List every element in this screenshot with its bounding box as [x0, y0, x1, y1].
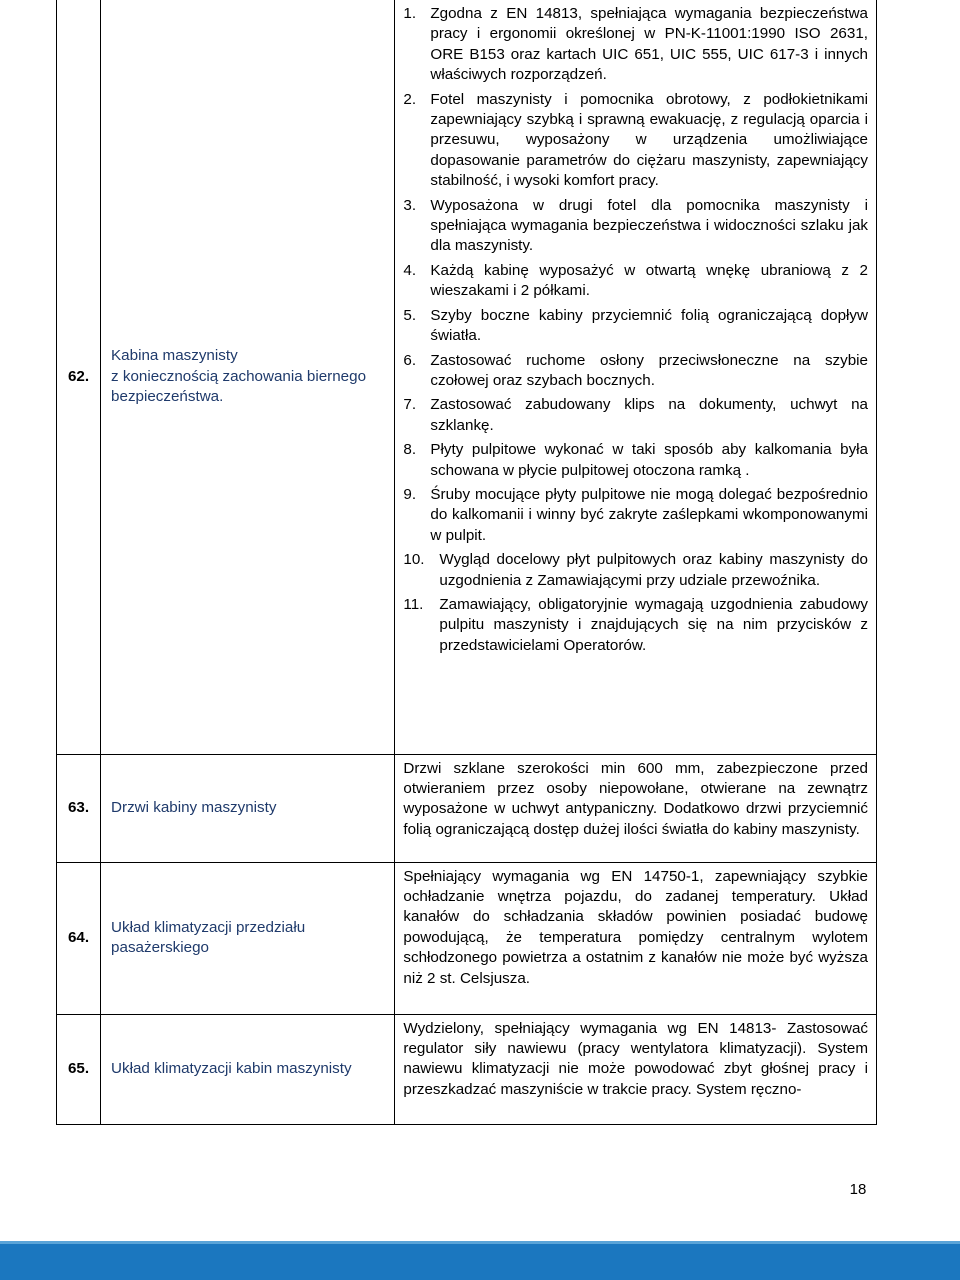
- item-number: 1.: [403, 5, 417, 22]
- item-number: 7.: [403, 396, 417, 414]
- row-number: 63.: [57, 754, 101, 862]
- list-item: [403, 485, 868, 546]
- row-name-line: Układ klimatyzacji kabin maszynisty: [111, 1059, 352, 1077]
- description-text: Drzwi szklane szerokości min 600 mm, zabezpieczone przed otwieraniem przez osoby niepowołane, otwierane na zewnątrz wyposażone w uchwyt antypaniczny. Dodatkowo drzwi przyciemnić folią ograniczającą dostęp dużej ilości światła do kabiny maszynisty.: [403, 759, 868, 838]
- table-row-63: [57, 754, 877, 862]
- list-item: [403, 595, 868, 656]
- row-description: [395, 0, 877, 754]
- item-text: Śruby mocujące płyty pulpitowe nie mogą dolegać bezpośrednio do kalkomanii i winny być zakryte zaślepkami wkomponowanymi w pulpit.: [430, 485, 868, 544]
- row-name-line: Kabina maszynisty: [111, 347, 238, 365]
- list-item: [403, 550, 868, 591]
- row-name: [101, 0, 395, 754]
- item-text: Wyposażona w drugi fotel dla pomocnika maszynisty i spełniająca wymagania bezpieczeństwa i widoczności szlaku jak dla maszynisty.: [430, 196, 868, 255]
- list-item: [403, 306, 868, 347]
- row-name: [101, 754, 395, 862]
- table-row-64: [57, 862, 877, 1014]
- footer-bar: [0, 1241, 960, 1280]
- row-number: 64.: [57, 862, 101, 1014]
- item-number: 6.: [403, 351, 417, 369]
- row-description: [395, 1014, 877, 1124]
- list-item: [403, 440, 868, 481]
- item-number: 2.: [403, 90, 417, 108]
- list-item: [403, 4, 868, 86]
- item-text: Zastosować ruchome osłony przeciwsłoneczne na szybie czołowej oraz szybach bocznych.: [430, 351, 868, 389]
- item-number: 3.: [403, 196, 417, 214]
- row-number: 65.: [57, 1014, 101, 1124]
- list-item: [403, 395, 868, 436]
- row-name-line: z koniecznością zachowania biernego bezpieczeństwa.: [111, 367, 367, 405]
- list-item: [403, 261, 868, 302]
- item-number: 5.: [403, 306, 417, 324]
- list-item: [403, 196, 868, 257]
- row-name-line: Układ klimatyzacji przedziału pasażerskiego: [111, 918, 306, 956]
- item-text: Zastosować zabudowany klips na dokumenty, uchwyt na szklankę.: [430, 396, 868, 434]
- item-text: Wygląd docelowy płyt pulpitowych oraz kabiny maszynisty do uzgodnienia z Zamawiającymi przy udziale przewoźnika.: [439, 551, 868, 589]
- item-number: 4.: [403, 261, 417, 279]
- row-name: [101, 1014, 395, 1124]
- description-text: Wydzielony, spełniający wymagania wg EN 14813- Zastosować regulator siły nawiewu (pracy wentylatora klimatyzacji). System nawiewu klimatyzacji nie może powodować zbyt głośnej pracy i przeszkadzać maszyniście w trakcie pracy. System ręczno-: [403, 1019, 868, 1098]
- row-description: [395, 754, 877, 862]
- row-number: 62.: [57, 0, 101, 754]
- specification-table: [56, 0, 877, 1125]
- row-name: [101, 862, 395, 1014]
- table-row-65: [57, 1014, 877, 1124]
- item-number: 8.: [403, 441, 417, 459]
- row-name-line: Drzwi kabiny maszynisty: [111, 798, 277, 816]
- list-item: [403, 90, 868, 192]
- description-text: Spełniający wymagania wg EN 14750-1, zapewniający szybkie ochładzanie wnętrza pojazdu, do zadanej temperatury. Układ kanałów do schładzania składów powinien posiadać budowę powodującą, że temperatura pomiędzy centralnym wylotem schłodzonego powietrza a ostatnim z kanałów nie może być wyższa niż 2 st. Celsjusza.: [403, 867, 868, 987]
- list-item: [403, 351, 868, 392]
- item-text: Płyty pulpitowe wykonać w taki sposób aby kalkomania była schowana w płycie pulpitowej otoczona ramką .: [430, 441, 868, 479]
- row-description: [395, 862, 877, 1014]
- page-number: 18: [849, 1181, 867, 1198]
- item-text: Szyby boczne kabiny przyciemnić folią ograniczającą dopływ światła.: [430, 306, 868, 345]
- item-text: Każdą kabinę wyposażyć w otwartą wnękę ubraniową z 2 wieszakami i 2 półkami.: [430, 261, 868, 300]
- table-row-62: [57, 0, 877, 754]
- item-text: Zamawiający, obligatoryjnie wymagają uzgodnienia zabudowy pulpitu maszynisty i znajdujących się na nim przycisków z przedstawicielami Operatorów.: [439, 595, 868, 654]
- item-text: Zgodna z EN 14813, spełniająca wymagania bezpieczeństwa pracy i ergonomii określonej w PN-K-11001:1990 ISO 2631, ORE B153 oraz kartach UIC 651, UIC 555, UIC 617-3 i innych właściwych rozporządzeń.: [430, 5, 868, 84]
- requirements-list: [403, 4, 868, 656]
- item-number: 9.: [403, 485, 417, 503]
- item-text: Fotel maszynisty i pomocnika obrotowy, z podłokietnikami zapewniający szybką i sprawną ewakuację, z regulacją oparcia i przesuwu, wyposażony w urządzenia umożliwiające dopasowanie parametrów do ciężaru maszynisty, zapewniający stabilność, i wysoki komfort pracy.: [430, 90, 868, 190]
- item-number: 10.: [403, 551, 425, 569]
- item-number: 11.: [403, 595, 424, 613]
